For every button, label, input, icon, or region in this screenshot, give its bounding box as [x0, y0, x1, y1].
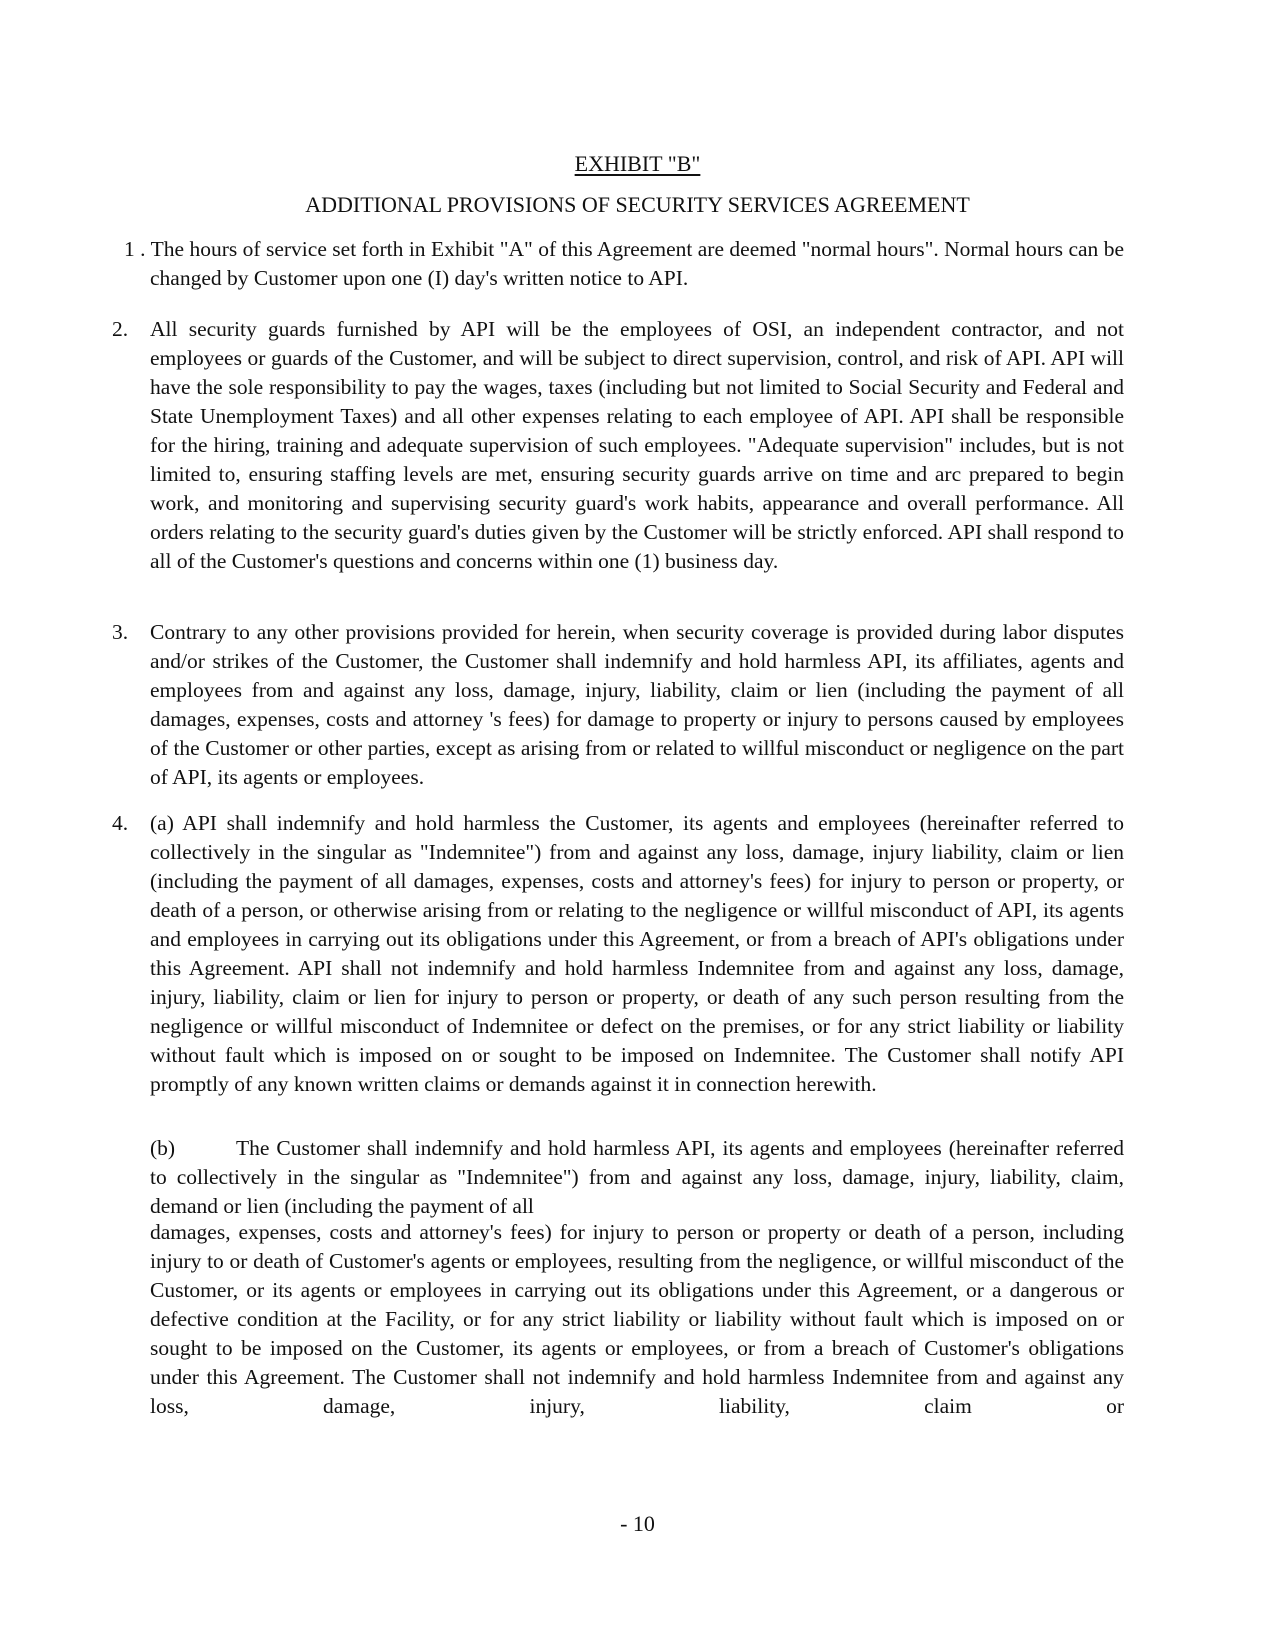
- section-1-number: 1 .: [124, 237, 146, 261]
- section-3-number: 3.: [112, 620, 129, 644]
- section-4b-text-part1: The Customer shall indemnify and hold harmless API, its agents and employees (hereinafter referred to collectively in the singular as "Indemnitee") from and against any loss, damage, injury, liability, claim, demand or lien (including the payment of all: [150, 1136, 1124, 1218]
- section-4b-label: (b): [150, 1136, 176, 1160]
- section-1: [112, 235, 1124, 293]
- section-2-text: All security guards furnished by API will be the employees of OSI, an independent contractor, and not employees or guards of the Customer, and will be subject to direct supervision, control, and risk of API. API will have the sole responsibility to pay the wages, taxes (including but not limited to Social Security and Federal and State Unemployment Taxes) and all other expenses relating to each employee of API. API shall be responsible for the hiring, training and adequate supervision of such employees. "Adequate supervision" includes, but is not limited to, ensuring staffing levels are met, ensuring security guards arrive on time and arc prepared to begin work, and monitoring and supervising security guard's work habits, appearance and overall performance. All orders relating to the security guard's duties given by the Customer will be strictly enforced. API shall respond to all of the Customer's questions and concerns within one (1) business day.: [150, 317, 1124, 573]
- section-3: [112, 618, 1124, 792]
- section-3-text: Contrary to any other provisions provided for herein, when security coverage is provided during labor disputes and/or strikes of the Customer, the Customer shall indemnify and hold harmless API, its affiliates, agents and employees from and against any loss, damage, injury, liability, claim or lien (including the payment of all damages, expenses, costs and attorney 's fees) for damage to property or injury to persons caused by employees of the Customer or other parties, except as arising from or related to willful misconduct or negligence on the part of API, its agents or employees.: [150, 620, 1124, 789]
- section-2-number: 2.: [112, 317, 129, 341]
- section-1-text: [124, 235, 1125, 293]
- section-2: [112, 315, 1124, 576]
- section-4b: [150, 1134, 1124, 1221]
- section-4-number: 4.: [112, 811, 129, 835]
- section-4a-text: (a) API shall indemnify and hold harmless the Customer, its agents and employees (hereinafter referred to collectively in the singular as "Indemnitee") from and against any loss, damage, injury liability, claim or lien (including the payment of all damages, expenses, costs and attorney's fees) for injury to person or property, or death of a person, or otherwise arising from or relating to the negligence or willful misconduct of API, its agents and employees in carrying out its obligations under this Agreement, or from a breach of API's obligations under this Agreement. API shall not indemnify and hold harmless Indemnitee from and against any loss, damage, injury, liability, claim or lien for injury to person or property, or death of any such person resulting from the negligence or willful misconduct of Indemnitee or defect on the premises, or for any strict liability or liability without fault which is imposed on or sought to be imposed on Indemnitee. The Customer shall notify API promptly of any known written claims or demands against it in connection herewith.: [150, 811, 1124, 1096]
- section-4: [112, 809, 1124, 1099]
- document-title: ADDITIONAL PROVISIONS OF SECURITY SERVICES AGREEMENT: [305, 192, 970, 217]
- page-number: - 10: [620, 1511, 655, 1536]
- section-1-body: The hours of service set forth in Exhibit "A" of this Agreement are deemed "normal hours". Normal hours can be changed by Customer upon one (I) day's written notice to API.: [150, 237, 1125, 290]
- section-4b-continued: damages, expenses, costs and attorney's fees) for injury to person or property or death of a person, including injury to or death of Customer's agents or employees, resulting from the negligence, or willful misconduct of the Customer, or its agents or employees in carrying out its obligations under this Agreement, or a dangerous or defective condition at the Facility, or for any strict liability or liability without fault which is imposed on or sought to be imposed on the Customer, its agents or employees, or from a breach of Customer's obligations under this Agreement. The Customer shall not indemnify and hold harmless Indemnitee from and against any loss, damage, injury, liability, claim or: [150, 1220, 1124, 1418]
- exhibit-heading: EXHIBIT "B": [574, 151, 701, 176]
